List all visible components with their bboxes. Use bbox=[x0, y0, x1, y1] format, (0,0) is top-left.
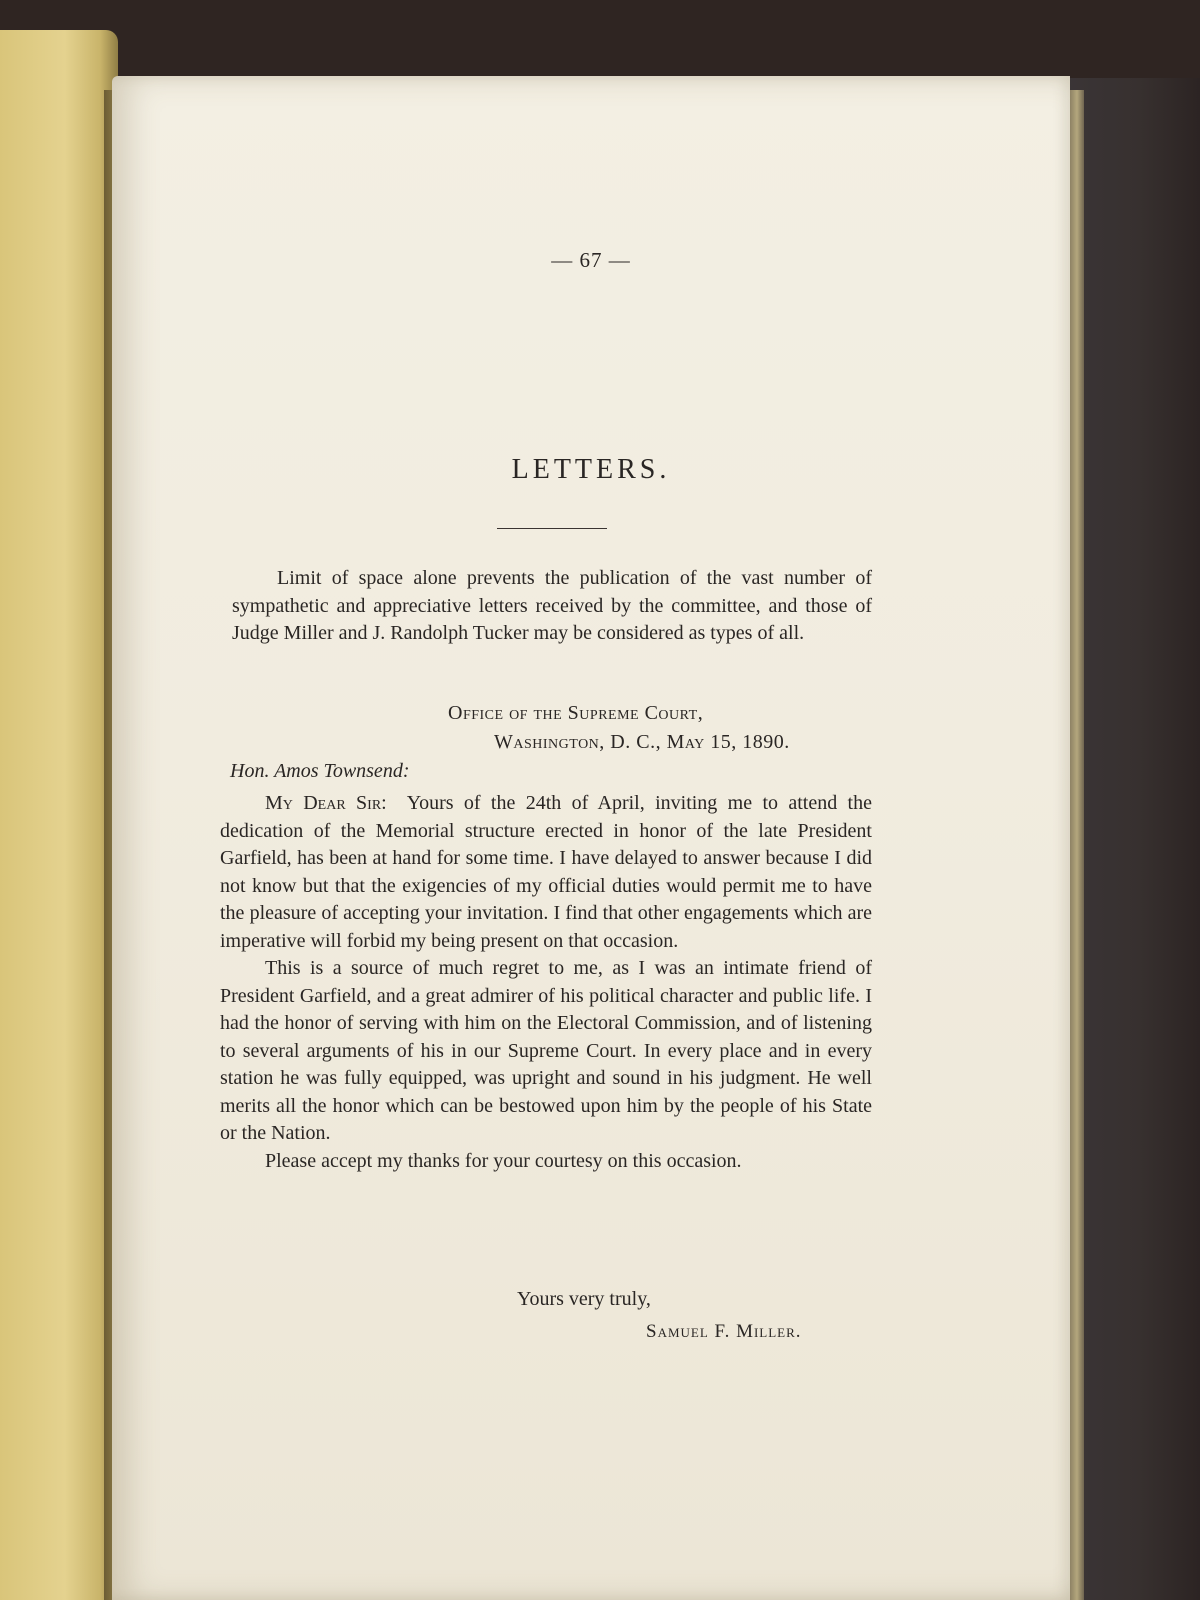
intro-paragraph: Limit of space alone prevents the publication of the vast number of sympathetic and appreciative letters received by the committee, and those of Judge Miller and J. Randolph Tucker may be considered as types of all. bbox=[232, 567, 872, 644]
dateline-office: Office of the Supreme Court, bbox=[448, 702, 704, 724]
letter-paragraph-3: Please accept my thanks for your courtesy on this occasion. bbox=[265, 1149, 742, 1172]
letter-body bbox=[220, 790, 872, 1175]
letter-salutation: My Dear Sir: bbox=[265, 792, 387, 814]
section-heading: LETTERS. bbox=[511, 454, 671, 485]
letter-paragraph-2: This is a source of much regret to me, as I was an intimate friend of President Garfield, and a great admirer of his political character and public life. I had the honor of serving with him on the Electoral Commission, and of listening to several arguments of his in our Supreme Court. In every place and in every station he was fully equipped, was upright and sound in his judgment. He well merits all the honor which can be bestowed upon him by the people of his State or the Nation. bbox=[220, 957, 872, 1144]
page-edges bbox=[1070, 90, 1084, 1600]
book-page bbox=[112, 76, 1070, 1600]
letter-signature: Samuel F. Miller. bbox=[646, 1321, 802, 1342]
letter-paragraph-1 bbox=[220, 790, 872, 955]
addressee: Hon. Amos Townsend: bbox=[230, 760, 410, 782]
heading-rule bbox=[497, 528, 607, 529]
page-number: — 67 — bbox=[551, 248, 631, 272]
dateline-place-date: Washington, D. C., May 15, 1890. bbox=[494, 731, 790, 753]
letter-paragraph-1-text: Yours of the 24th of April, inviting me to attend the dedication of the Memorial structure erected in honor of the late President Garfield, has been at hand for some time. I have delayed to answer because I did not know but that the exigencies of my official duties would permit me to have the pleasure of accepting your invitation. I find that other engagements which are imperative will forbid my being present on that occasion. bbox=[220, 792, 872, 952]
letter-closing: Yours very truly, bbox=[517, 1288, 651, 1310]
facing-page bbox=[0, 30, 118, 1600]
